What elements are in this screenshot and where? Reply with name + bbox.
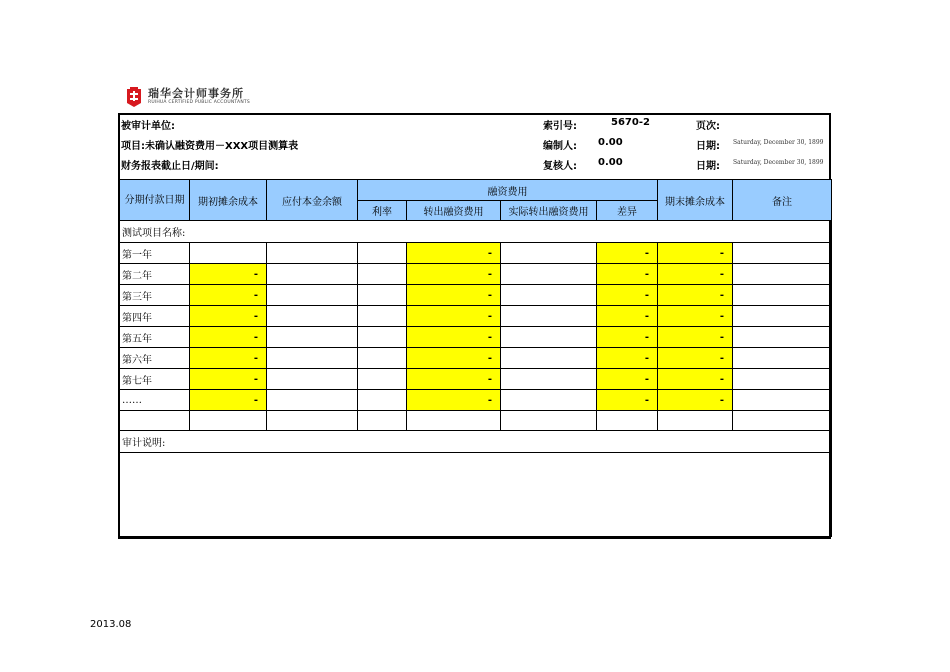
prepare-date-label: 日期: [696,141,720,152]
period-label-cell: 第七年 [120,369,190,390]
firm-emblem-icon [125,86,143,108]
project-title: 项目:未确认融资费用－XXX项目测算表 [121,141,299,152]
header-actual-transfer: 实际转出融资费用 [501,201,597,221]
remarks-cell[interactable] [733,285,832,306]
rate-cell[interactable] [358,348,407,369]
audit-note-label: 审计说明: [120,431,832,453]
header-transfer: 转出融资费用 [407,201,501,221]
difference-cell[interactable]: - [597,348,658,369]
actual-transfer-cell[interactable] [501,243,597,264]
closing-cost-cell[interactable]: - [658,327,733,348]
blank-cell[interactable] [267,411,358,431]
form-version: 2013.08 [90,619,132,630]
blank-cell[interactable] [358,411,407,431]
period-label-cell: 第三年 [120,285,190,306]
firm-name-en: RUIHUA CERTIFIED PUBLIC ACCOUNTANTS [148,100,250,106]
table-row [120,306,832,327]
header-difference: 差异 [597,201,658,221]
actual-transfer-cell[interactable] [501,348,597,369]
financing-cost-table [119,179,832,537]
opening-cost-cell[interactable]: - [190,327,267,348]
review-date-label: 日期: [696,161,720,172]
reviewer-label: 复核人: [543,161,577,172]
header-opening-cost: 期初摊余成本 [190,180,267,221]
rate-cell[interactable] [358,243,407,264]
period-label-cell: 第四年 [120,306,190,327]
actual-transfer-cell[interactable] [501,369,597,390]
header-payment-date: 分期付款日期 [120,180,190,221]
audited-unit-label: 被审计单位: [121,121,175,132]
difference-cell[interactable]: - [597,243,658,264]
transfer-cell[interactable]: - [407,390,501,411]
closing-cost-cell[interactable]: - [658,285,733,306]
period-label: 财务报表截止日/期间: [121,161,219,172]
rate-cell[interactable] [358,264,407,285]
table-row [120,369,832,390]
rate-cell[interactable] [358,306,407,327]
difference-cell[interactable]: - [597,327,658,348]
header-remarks: 备注 [733,180,832,221]
closing-cost-cell[interactable]: - [658,306,733,327]
remarks-cell[interactable] [733,348,832,369]
blank-cell[interactable] [658,411,733,431]
closing-cost-cell[interactable]: - [658,369,733,390]
actual-transfer-cell[interactable] [501,264,597,285]
principal-balance-cell[interactable] [267,306,358,327]
period-label-cell: 第二年 [120,264,190,285]
closing-cost-cell[interactable]: - [658,348,733,369]
principal-balance-cell[interactable] [267,243,358,264]
blank-cell[interactable] [407,411,501,431]
opening-cost-cell[interactable] [190,243,267,264]
remarks-cell[interactable] [733,369,832,390]
principal-balance-cell[interactable] [267,390,358,411]
transfer-cell[interactable]: - [407,369,501,390]
remarks-cell[interactable] [733,243,832,264]
closing-cost-cell[interactable]: - [658,243,733,264]
transfer-cell[interactable]: - [407,243,501,264]
blank-cell[interactable] [733,411,832,431]
principal-balance-cell[interactable] [267,264,358,285]
index-label: 索引号: [543,121,577,132]
firm-logo [125,86,250,108]
actual-transfer-cell[interactable] [501,327,597,348]
opening-cost-cell[interactable]: - [190,264,267,285]
table-row [120,243,832,264]
opening-cost-cell[interactable]: - [190,285,267,306]
period-label-cell: …… [120,390,190,411]
table-row [120,285,832,306]
remarks-cell[interactable] [733,327,832,348]
opening-cost-cell[interactable]: - [190,369,267,390]
review-date-value: Saturday, December 30, 1899 [733,159,824,166]
header-principal-balance: 应付本金余额 [267,180,358,221]
difference-cell[interactable]: - [597,264,658,285]
opening-cost-cell[interactable]: - [190,390,267,411]
index-value: 5670-2 [611,117,650,128]
period-label-cell: 第一年 [120,243,190,264]
table-row [120,348,832,369]
page-number-label: 页次: [696,121,720,132]
difference-cell[interactable]: - [597,306,658,327]
preparer-value: 0.00 [598,137,623,148]
blank-cell[interactable] [501,411,597,431]
closing-cost-cell[interactable]: - [658,390,733,411]
transfer-cell[interactable]: - [407,285,501,306]
opening-cost-cell[interactable]: - [190,306,267,327]
actual-transfer-cell[interactable] [501,390,597,411]
remarks-cell[interactable] [733,390,832,411]
closing-cost-cell[interactable]: - [658,264,733,285]
actual-transfer-cell[interactable] [501,306,597,327]
transfer-cell[interactable]: - [407,264,501,285]
difference-cell[interactable]: - [597,390,658,411]
audit-note-area[interactable] [120,453,832,537]
period-label-cell: 第五年 [120,327,190,348]
firm-name-cn: 瑞华会计师事务所 [148,87,244,101]
transfer-cell[interactable]: - [407,327,501,348]
blank-cell[interactable] [190,411,267,431]
rate-cell[interactable] [358,285,407,306]
table-row [120,390,832,411]
principal-balance-cell[interactable] [267,369,358,390]
difference-cell[interactable]: - [597,285,658,306]
preparer-label: 编制人: [543,141,577,152]
principal-balance-cell[interactable] [267,327,358,348]
remarks-cell[interactable] [733,264,832,285]
actual-transfer-cell[interactable] [501,285,597,306]
header-rate: 利率 [358,201,407,221]
difference-cell[interactable]: - [597,369,658,390]
blank-cell[interactable] [120,411,190,431]
rate-cell[interactable] [358,327,407,348]
header-financing-cost: 融资费用 [358,180,658,201]
prepare-date-value: Saturday, December 30, 1899 [733,139,824,146]
transfer-cell[interactable]: - [407,348,501,369]
transfer-cell[interactable]: - [407,306,501,327]
remarks-cell[interactable] [733,306,832,327]
opening-cost-cell[interactable]: - [190,348,267,369]
test-project-name-label: 测试项目名称: [120,221,832,243]
table-row [120,327,832,348]
period-label-cell: 第六年 [120,348,190,369]
table-row [120,264,832,285]
header-closing-cost: 期末摊余成本 [658,180,733,221]
rate-cell[interactable] [358,369,407,390]
rate-cell[interactable] [358,390,407,411]
principal-balance-cell[interactable] [267,348,358,369]
principal-balance-cell[interactable] [267,285,358,306]
blank-cell[interactable] [597,411,658,431]
reviewer-value: 0.00 [598,157,623,168]
